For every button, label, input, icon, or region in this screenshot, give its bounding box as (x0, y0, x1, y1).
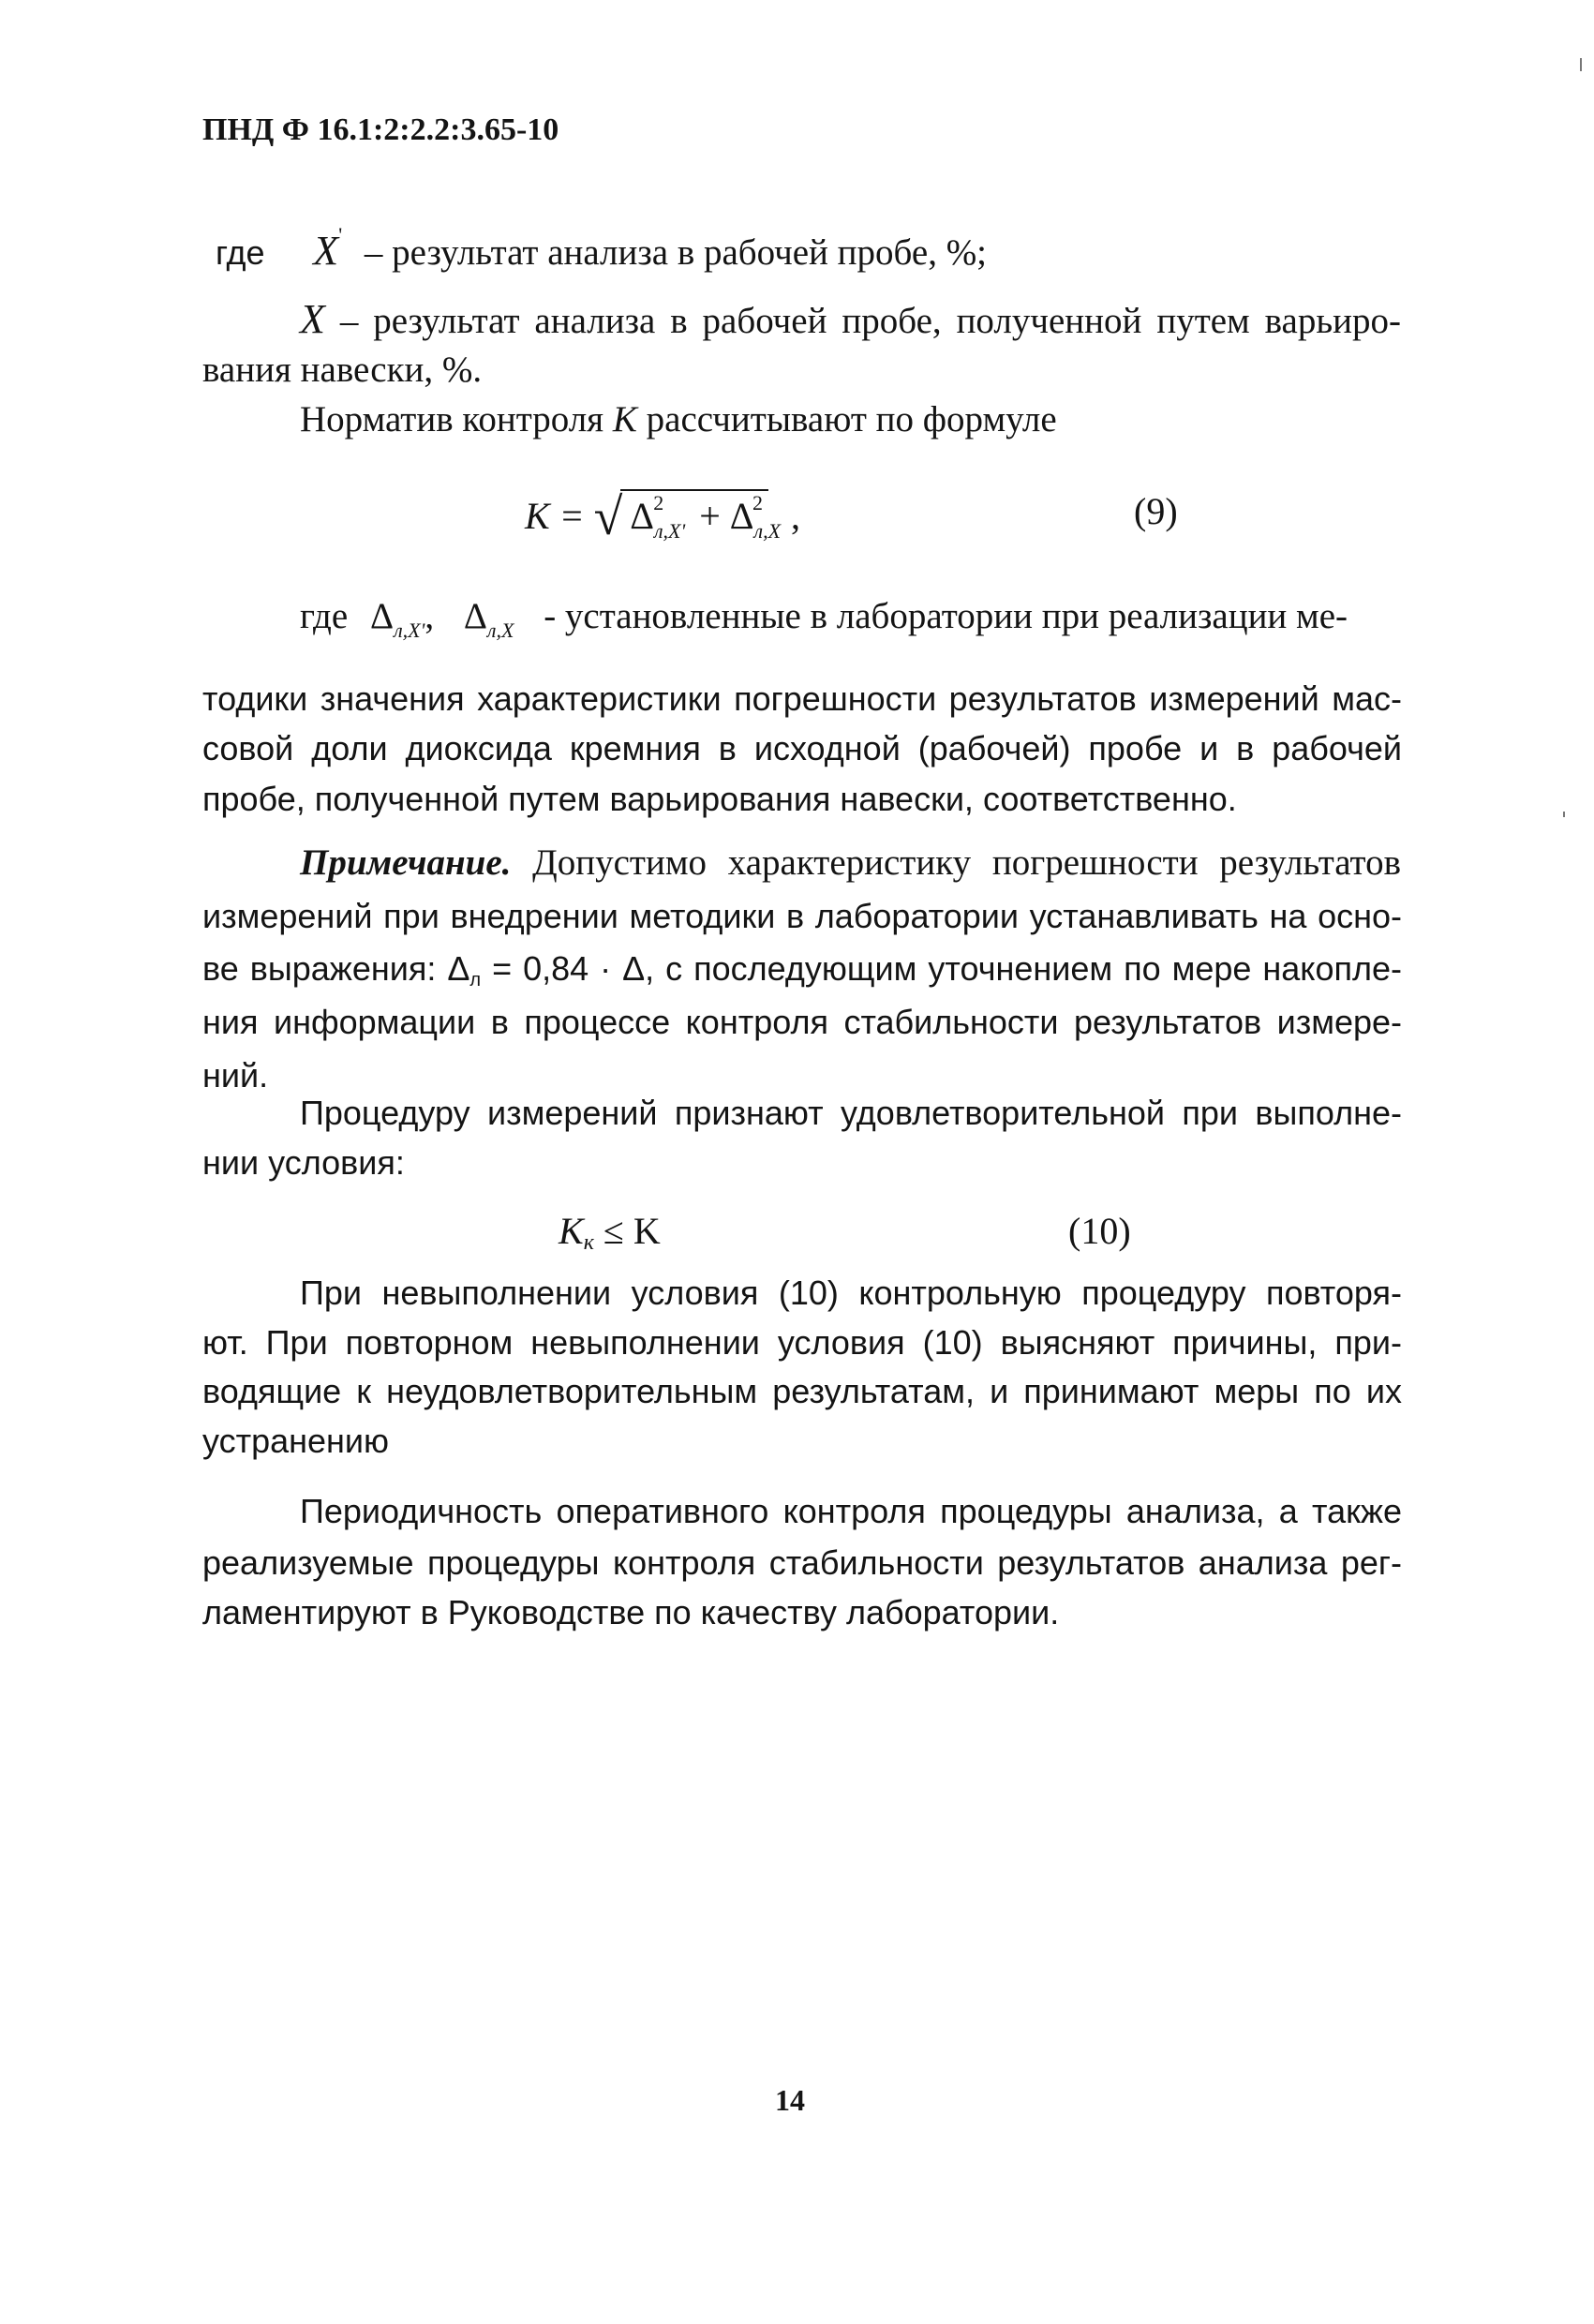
page-number: 14 (775, 2083, 805, 2117)
note-line: Примечание. Допустимо характеристику погрешности результатов (300, 842, 1401, 883)
paragraph-line: ламентируют в Руководстве по качеству лаборатории. (202, 1593, 1060, 1631)
definition-line: вания навески, %. (202, 350, 483, 390)
scan-speck (1563, 812, 1565, 817)
variable-x-prime: X (313, 228, 339, 274)
note-line: измерений при внедрении методики в лаборатории устанавливать на осно- (202, 897, 1402, 935)
paragraph-line: тодики значения характеристики погрешности результатов измерений мас- (202, 679, 1402, 718)
equation-number-10: (10) (1068, 1210, 1131, 1252)
paragraph-line: Процедуру измерений признают удовлетворительной при выполне- (300, 1094, 1402, 1132)
note-label: Примечание. (300, 842, 512, 883)
paragraph-line: устранению (202, 1422, 390, 1460)
equation-number-9: (9) (1134, 490, 1178, 532)
note-line: ния информации в процессе контроля стабильности результатов измере- (202, 1003, 1402, 1041)
paragraph-line: Периодичность оперативного контроля процедуры анализа, а также (300, 1492, 1402, 1530)
norm-sentence: Норматив контроля K рассчитывают по формуле (300, 399, 1057, 439)
where-line: где $\Delta_{л,X'}$, $\Delta_{л,X}$ - установленные в лаборатории при реализации ме- (300, 596, 1348, 642)
scan-speck (1580, 58, 1582, 71)
paragraph-line: водящие к неудовлетворительным результатам, и принимают меры по их (202, 1372, 1402, 1410)
formula-10: $K_к \le K$ (559, 1210, 661, 1255)
paragraph-line: реализуемые процедуры контроля стабильности результатов анализа рег- (202, 1543, 1402, 1582)
definition-line: X – результат анализа в рабочей пробе, полученной путем варьиро- (300, 296, 1402, 342)
variable-x: X (300, 296, 325, 342)
paragraph-line: При невыполнении условия (10) контрольную процедуру повторя- (300, 1274, 1402, 1312)
paragraph-line: ют. При повторном невыполнении условия (10) выясняют причины, при- (202, 1323, 1402, 1362)
document-header: ПНД Ф 16.1:2:2.2:3.65-10 (202, 112, 559, 147)
note-line: ний. (202, 1056, 269, 1095)
note-line: ве выражения: $\Delta_л = 0,84 \cdot \Delta$, с последующим уточнением по мере накопле- (202, 949, 1402, 991)
formula-9: K = √ $\Delta_{л,X'}^2 + \Delta_{л,X}^2$ , (525, 488, 801, 546)
paragraph-line: нии условия: (202, 1143, 405, 1182)
definition-line: где X' – результат анализа в рабочей пробе, %; (216, 223, 988, 274)
paragraph-line: совой доли диоксида кремния в исходной (рабочей) пробе и в рабочей (202, 729, 1402, 767)
paragraph-line: пробе, полученной путем варьирования навески, соответственно. (202, 780, 1237, 818)
square-root: √ $\Delta_{л,X'}^2 + \Delta_{л,X}^2$ (593, 488, 782, 546)
